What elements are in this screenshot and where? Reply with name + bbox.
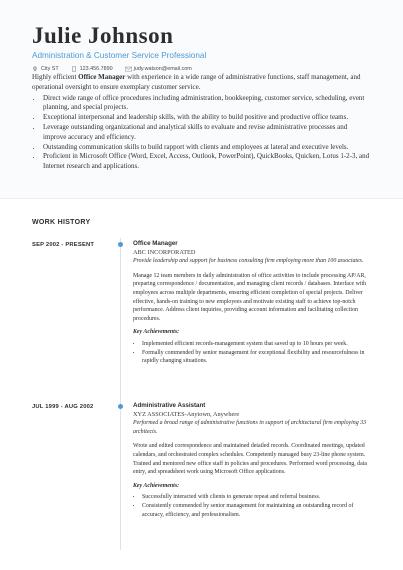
achievements-label: Key Achievements: [133, 329, 180, 336]
resume-header [32, 24, 372, 72]
professional-title: Administration & Customer Service Professional [32, 51, 207, 60]
job-position: Administrative Assistant [133, 402, 206, 409]
job-dates: SEP 2002 - PRESENT [32, 242, 95, 248]
summary-bullet: • Direct wide range of office procedures including administration, bookkeeping, customer service, scheduling, event planning, and special projects. [42, 94, 372, 114]
contact-info [32, 66, 372, 72]
achievement-item: • Formally commended by senior management for exceptional flexibility and resourcefulness in rapidly changing situations. [142, 349, 373, 366]
achievement-item: • Implemented efficient records-management system that saved up to 10 hours per week. [142, 340, 373, 349]
achievement-item: • Consistently commended by senior management for maintaining an outstanding record of accuracy, efficiency, and professionalism. [142, 502, 373, 519]
timeline-dot [118, 242, 123, 247]
achievements-list [133, 340, 373, 366]
achievement-item: • Successfully interacted with clients to generate repeat and referral business. [142, 493, 373, 502]
job-company: ABC INCORPORATED [133, 248, 196, 256]
timeline-line [120, 238, 121, 550]
summary-intro-end: with experience in a wide range of administrative functions, staff management, and operational oversight to ensure exemplary customer service. [32, 73, 361, 91]
job-description: Performed a broad range of administrative functions in support of architectural firm employing 33 architects. [133, 420, 367, 435]
summary-bullet: • Outstanding communication skills to build rapport with clients and employees at lateral and executive levels. [42, 143, 372, 153]
achievements-label: Key Achievements: [133, 482, 180, 489]
summary-bullet: • Leverage outstanding organizational and analytical skills to evaluate and revise administrative processes and improve accuracy and efficiency. [42, 123, 372, 143]
summary-intro-highlight: Office Manager [78, 73, 126, 81]
job-position: Office Manager [133, 240, 178, 247]
summary-intro-start: Highly efficient [32, 73, 79, 81]
email-text[interactable]: judy.watson@email.com [133, 66, 192, 72]
job-entry [133, 402, 373, 519]
email-icon [125, 66, 131, 72]
job-details: Manage 12 team members in daily administration of office activities to include processing AP/AR, preparing correspondence / documentation, and managing client records / databases. Interface with employees across multiple departments, ensuring efficient completion of special projects. Deliver effective, hands-on training to new employees and motivate existing staff to achieve top-notch performance. Address client inquiries, providing account information and facilitating collection procedures. [133, 272, 367, 322]
location-pin-icon [32, 66, 38, 72]
contact-phone [71, 66, 113, 72]
timeline-dot [118, 404, 123, 409]
job-description: Provide leadership and support for business consulting firm employing more than 100 associates. [133, 258, 364, 265]
candidate-name: Julie Johnson [32, 23, 174, 48]
phone-text[interactable]: 123.456.7890 [79, 66, 113, 72]
job-company: XYZ ASSOCIATES-Anytown, Anywhere [133, 410, 240, 418]
summary-bullet-list [32, 94, 372, 172]
contact-email [125, 66, 192, 72]
achievements-list [133, 493, 373, 519]
work-history-heading: WORK HISTORY [32, 219, 91, 226]
location-text: City ST [41, 66, 59, 72]
professional-summary [32, 73, 372, 172]
summary-bullet: • Exceptional interpersonal and leadership skills, with the ability to build positive and productive office teams. [42, 113, 372, 123]
job-dates: JUL 1999 - AUG 2002 [32, 404, 94, 410]
phone-icon [71, 66, 77, 72]
summary-bullet: • Proficient in Microsoft Office (Word, Excel, Access, Outlook, PowerPoint), QuickBooks, Quicken, Lotus 1-2-3, and Internet research and applications. [42, 152, 372, 172]
job-entry [133, 240, 373, 366]
job-details: Wrote and edited correspondence and maintained detailed records. Coordinated meetings, updated calendars, and orchestrated complex schedules. Competently managed busy 23-line phone system. Trained and mentored new office staff in policies and procedures. Performed word processing, data entry, and spreadsheet work using Microsoft Office applications. [133, 443, 367, 476]
summary-intro [32, 73, 372, 93]
contact-location [32, 66, 59, 72]
